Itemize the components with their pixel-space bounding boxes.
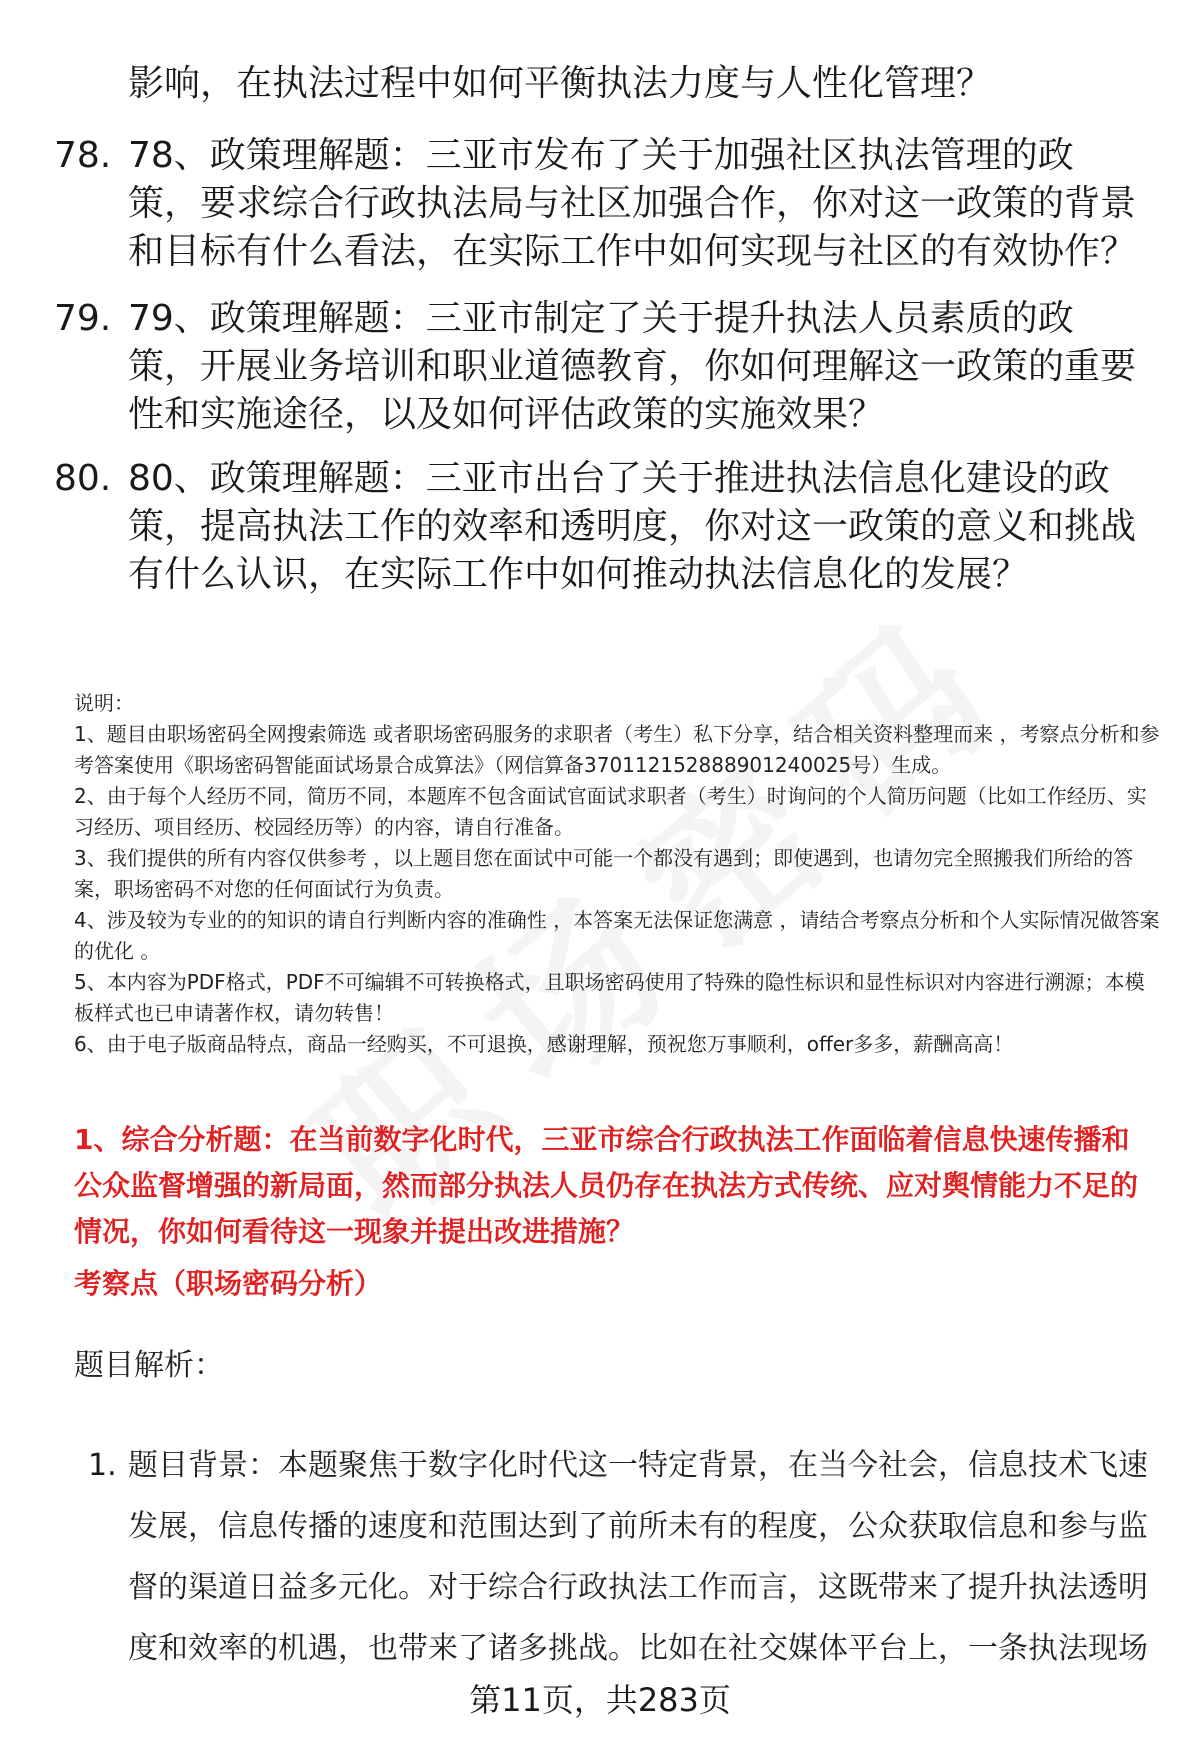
- analysis-label: 题目解析：: [74, 1348, 224, 1383]
- notes-section: [74, 688, 1164, 1060]
- analysis-number: 1.: [88, 1448, 117, 1483]
- question-number: 79.: [54, 298, 112, 339]
- page-footer: 第11页，共283页: [469, 1681, 731, 1719]
- question-number: 78.: [54, 135, 112, 176]
- note-item: 2、由于每个人经历不同，简历不同，本题库不包含面试官面试求职者（考生）时询问的个人简历问题（比如工作经历、实习经历、项目经历、校园经历等）的内容，请自行准备。: [74, 784, 1147, 839]
- exam-point-heading: 考察点（职场密码分析）: [74, 1267, 383, 1300]
- featured-question: 1、综合分析题：在当前数字化时代，三亚市综合行政执法工作面临着信息快速传播和公众监督增强的新局面，然而部分执法人员仍存在执法方式传统、应对舆情能力不足的情况，你如何看待这一现象并提出改进措施？: [74, 1123, 1139, 1248]
- question-text: 80、政策理解题：三亚市出台了关于推进执法信息化建设的政策，提高执法工作的效率和透明度，你对这一政策的意义和挑战有什么认识，在实际工作中如何推动执法信息化的发展？: [128, 458, 1137, 595]
- note-item: 1、题目由职场密码全网搜索筛选 或者职场密码服务的求职者（考生）私下分享，结合相关资料整理而来 ，考察点分析和参考答案使用《职场密码智能面试场景合成算法》（网信算备370112152888901240025号）生成。: [74, 722, 1160, 777]
- note-item: 3、我们提供的所有内容仅供参考 ，以上题目您在面试中可能一个都没有遇到；即使遇到，也请勿完全照搬我们所给的答案，职场密码不对您的任何面试行为负责。: [74, 846, 1134, 901]
- question-continuation: 影响，在执法过程中如何平衡执法力度与人性化管理？: [128, 63, 993, 104]
- note-item: 4、涉及较为专业的的知识的请自行判断内容的准确性 ，本答案无法保证您满意 ，请结合考察点分析和个人实际情况做答案的优化 。: [74, 908, 1160, 963]
- note-item: 6、由于电子版商品特点，商品一经购买，不可退换，感谢理解，预祝您万事顺利，offer多多，薪酬高高！: [74, 1032, 1014, 1056]
- analysis-text: 题目背景：本题聚焦于数字化时代这一特定背景，在当今社会，信息技术飞速发展，信息传播的速度和范围达到了前所未有的程度，公众获取信息和参与监督的渠道日益多元化。对于综合行政执法工作而言，这既带来了提升执法透明度和效率的机遇，也带来了诸多挑战。比如在社交媒体平台上，一条执法现场: [128, 1448, 1148, 1666]
- question-text: 79、政策理解题：三亚市制定了关于提升执法人员素质的政策，开展业务培训和职业道德教育，你如何理解这一政策的重要性和实施途径，以及如何评估政策的实施效果？: [128, 298, 1137, 435]
- question-text: 78、政策理解题：三亚市发布了关于加强社区执法管理的政策，要求综合行政执法局与社区加强合作，你对这一政策的背景和目标有什么看法，在实际工作中如何实现与社区的有效协作？: [128, 135, 1137, 272]
- note-item: 5、本内容为PDF格式，PDF不可编辑不可转换格式，且职场密码使用了特殊的隐性标识和显性标识对内容进行溯源；本模板样式也已申请著作权，请勿转售！: [74, 970, 1145, 1025]
- question-number: 80.: [54, 458, 112, 499]
- notes-title: 说明：: [74, 691, 134, 715]
